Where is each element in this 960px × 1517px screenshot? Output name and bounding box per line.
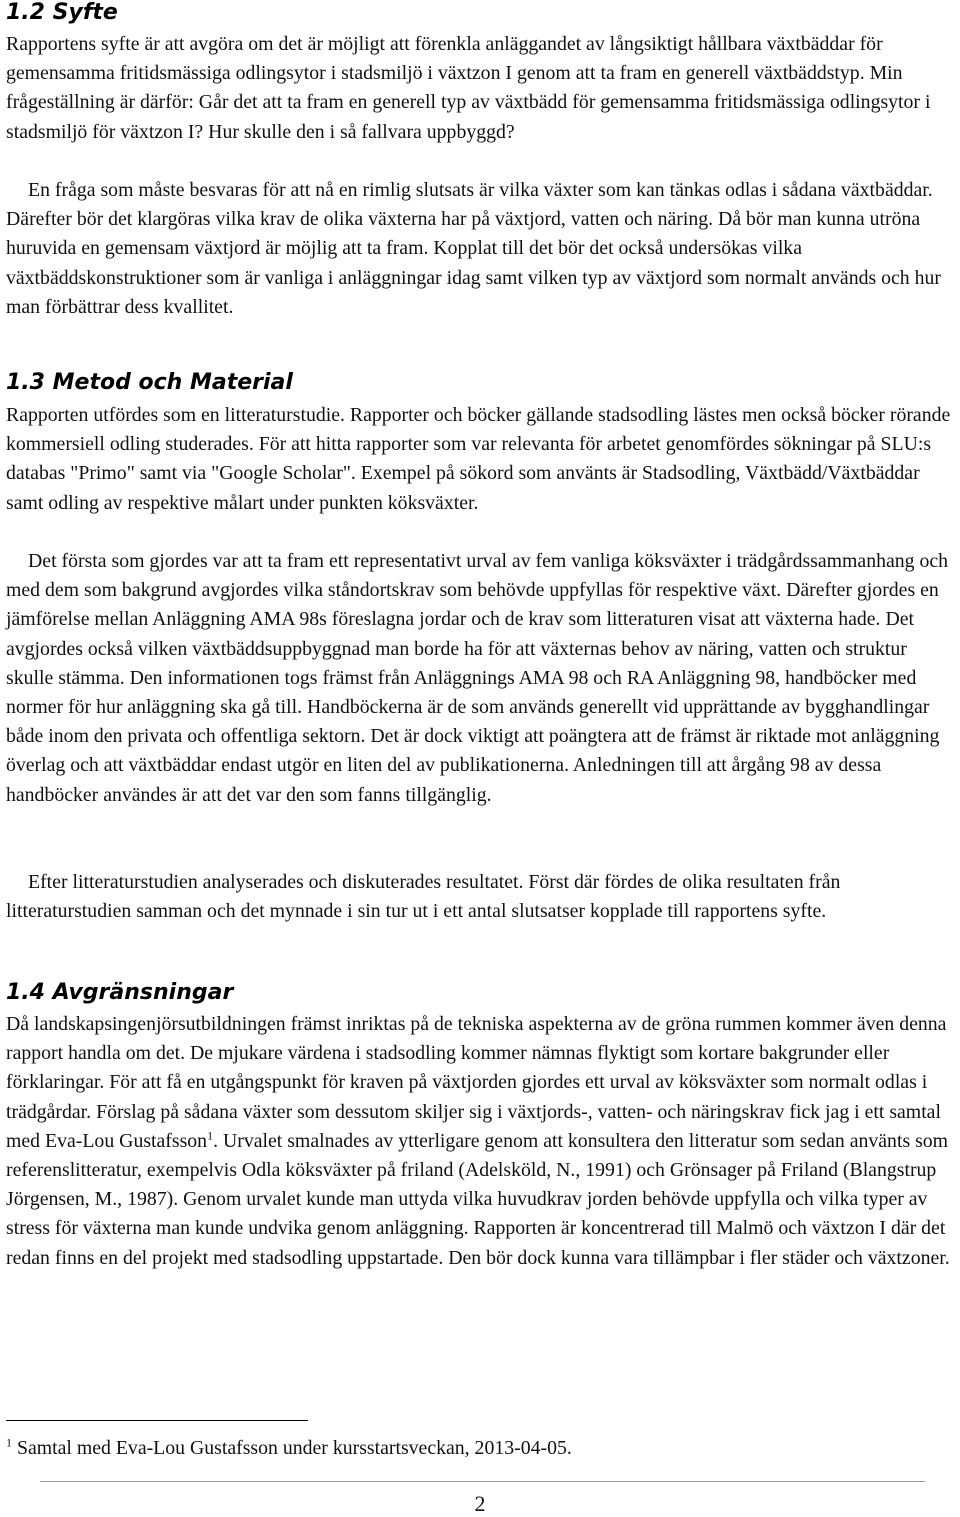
footnote-number: 1 [6,1435,12,1450]
section-heading-metod: 1.3 Metod och Material [6,370,293,395]
paragraph-avgransningar-1 [6,1010,954,1273]
footnote-reference[interactable]: 1 [207,1128,214,1143]
footnote-separator [6,1420,308,1421]
footer-divider [40,1481,925,1482]
paragraph-metod-2: Det första som gjordes var att ta fram ett representativt urval av fem vanliga köksväxter i trädgårdssammanhang och med dem som bakgrund avgjordes vilka ståndortskrav som behövde uppfyllas för respektive växt. Därefter gjordes en jämförelse mellan Anläggning AMA 98s föreslagna jordar och de krav som litteraturen visat att växterna hade. Det avgjordes också vilken växtbäddsuppbyggnad man borde ha för att växternas behov av näring, vatten och struktur skulle stämma. Den informationen togs främst från Anläggnings AMA 98 och RA Anläggning 98, handböcker med normer för hur anläggning ska gå till. Handböckerna är de som används generellt vid upprättande av bygghandlingar både inom den privata och offentliga sektorn. Det är dock viktigt att poängtera att de främst är riktade mot anläggning överlag och att växtbäddar endast utgör en liten del av publikationerna. Anledningen till att årgång 98 av dessa handböcker användes är att det var den som fanns tillgänglig. [6,550,949,806]
footnote [6,1436,572,1460]
paragraph-syfte-2: En fråga som måste besvaras för att nå en rimlig slutsats är vilka växter som kan tänkas odlas i sådana växtbäddar. Därefter bör det klargöras vilka krav de olika växterna har på växtjord, vatten och näring. Då bör man kunna utröna huruvida en gemensam växtjord är möjlig att ta fram. Kopplat till det bör det också undersökas vilka växtbäddskonstruktioner som är vanliga i anläggningar idag samt vilken typ av växtjord som normalt används och hur man förbättrar dess kvallitet. [6,179,942,318]
paragraph-syfte-1: Rapportens syfte är att avgöra om det är möjligt att förenkla anläggandet av långsiktigt hållbara växtbäddar för gemensamma fritidsmässiga odlingsytor i stadsmiljö i växtzon I genom att ta fram en generell växtbäddstyp. Min frågeställning är därför: Går det att ta fram en generell typ av växtbädd för gemensamma fritidsmässiga odlingsytor i stadsmiljö för växtzon I? Hur skulle den i så fallvara uppbyggd? [6,33,931,143]
page-number: 2 [474,1491,486,1516]
paragraph-text-before-ref: Då landskapsingenjörsutbildningen främst inriktas på de tekniska aspekterna av de gröna rummen kommer även denna rapport handla om det. De mjukare värdena i stadsodling kommer nämnas flyktigt som kortare bakgrunder eller förklaringar. För att få en utgångspunkt för kraven på växtjorden gjordes ett urval av köksväxter som normalt odlas i trädgårdar. Förslag på sådana växter som dessutom skiljer sig i växtjords-, vatten- och näringskrav fick jag i ett samtal med Eva-Lou Gustafsson [6,1013,947,1152]
footnote-text: Samtal med Eva-Lou Gustafsson under kursstartsveckan, 2013-04-05. [16,1437,572,1459]
paragraph-metod-1: Rapporten utfördes som en litteraturstudie. Rapporter och böcker gällande stadsodling lästes men också böcker rörande kommersiell odling studerades. För att hitta rapporter som var relevanta för arbetet genomfördes sökningar på SLU:s databas "Primo" samt via "Google Scholar". Exempel på sökord som använts är Stadsodling, Växtbädd/Växtbäddar samt odling av respektive målart under punkten köksväxter. [6,404,951,514]
paragraph-text-after-ref: . Urvalet smalnades av ytterligare genom att konsultera den litteratur som sedan använts som referenslitteratur, exempelvis Odla köksväxter på friland (Adelsköld, N., 1991) och Grönsager på Friland (Blangstrup Jörgensen, M., 1987). Genom urvalet kunde man uttyda vilka huvudkrav jorden behövde uppfylla och vilka typer av stress för växterna man kunde undvika genom anläggning. Rapporten är koncentrerad till Malmö och växtzon I där det redan finns en del projekt med stadsodling uppstartade. Den bör dock kunna vara tillämpbar i fler städer och växtzoner. [6,1129,950,1269]
paragraph-metod-3: Efter litteraturstudien analyserades och diskuterades resultatet. Först där fördes de olika resultaten från litteraturstudien samman och det mynnade i sin tur ut i ett antal slutsatser kopplade till rapportens syfte. [6,871,841,923]
section-heading-avgransningar: 1.4 Avgränsningar [6,980,234,1005]
section-heading-syfte: 1.2 Syfte [6,0,118,25]
